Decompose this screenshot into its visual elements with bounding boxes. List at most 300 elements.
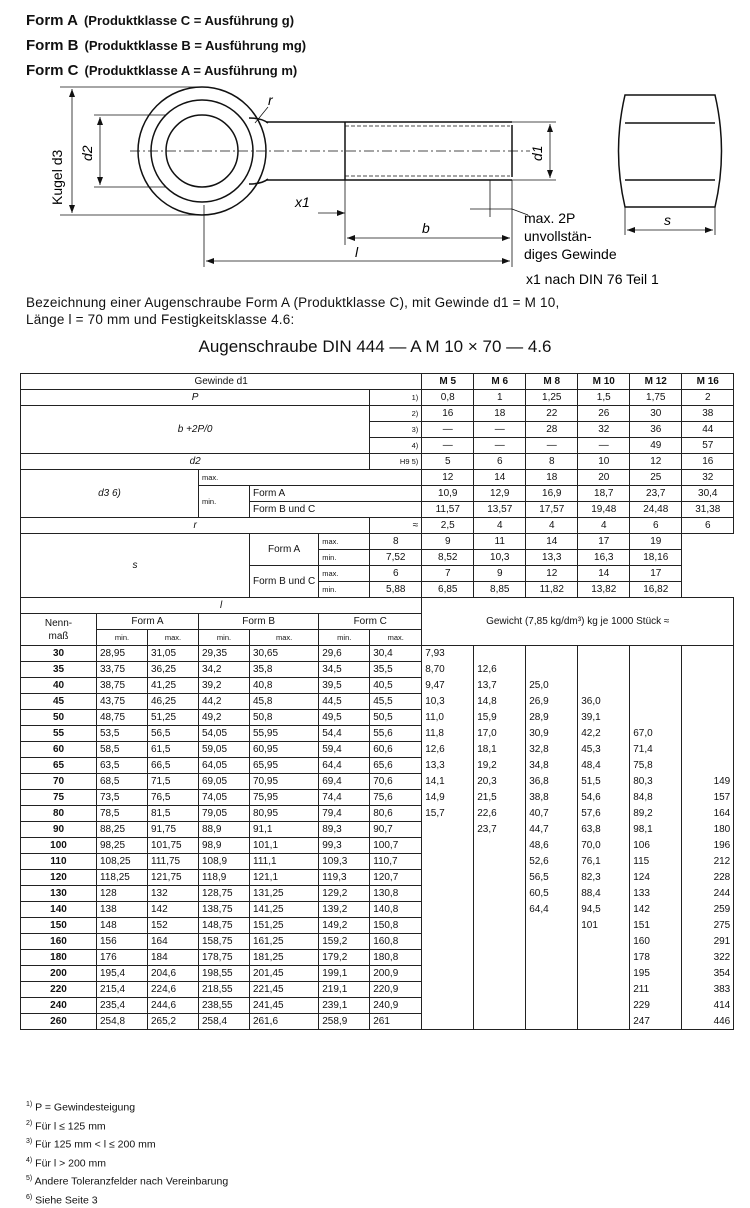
- weight-cell: 15,7: [422, 806, 474, 822]
- weight-cell: 178: [630, 950, 682, 966]
- length-cell: 56,5: [148, 726, 199, 742]
- weight-cell: [578, 1014, 630, 1030]
- length-cell: 65,95: [250, 758, 319, 774]
- s-value: 9: [474, 566, 526, 582]
- s-value: 14: [526, 534, 578, 550]
- weight-cell: 244: [682, 886, 734, 902]
- weight-cell: [682, 678, 734, 694]
- weight-cell: [526, 982, 578, 998]
- length-cell: 40,5: [370, 678, 422, 694]
- table-row: [21, 854, 734, 870]
- s-value: 7,52: [370, 550, 422, 566]
- s-min-label: min.: [319, 582, 370, 598]
- length-cell: 59,4: [319, 742, 370, 758]
- length-cell: 50,5: [370, 710, 422, 726]
- length-cell: 91,1: [250, 822, 319, 838]
- weight-cell: [422, 886, 474, 902]
- footnote-text: P = Gewindesteigung: [35, 1102, 135, 1114]
- length-cell: 78,5: [97, 806, 148, 822]
- min-header: min.: [199, 630, 250, 646]
- designation-example: Augenschraube DIN 444 — A M 10 × 70 — 4.6: [0, 337, 750, 357]
- weight-cell: 44,7: [526, 822, 578, 838]
- weight-cell: [422, 838, 474, 854]
- nennmass-cell: 120: [21, 870, 97, 886]
- length-cell: 64,4: [319, 758, 370, 774]
- nennmass-cell: 70: [21, 774, 97, 790]
- nennmass-cell: 45: [21, 694, 97, 710]
- length-cell: 244,6: [148, 998, 199, 1014]
- length-cell: 176: [97, 950, 148, 966]
- r-value: 4: [526, 518, 578, 534]
- arrow: [337, 210, 345, 216]
- weight-cell: 275: [682, 918, 734, 934]
- weight-cell: 13,7: [474, 678, 526, 694]
- arrow: [502, 235, 510, 241]
- arrow: [547, 124, 553, 132]
- weight-cell: 89,2: [630, 806, 682, 822]
- d3-value: 16,9: [526, 486, 578, 502]
- s-value: 14: [578, 566, 630, 582]
- nennmass-cell: 140: [21, 902, 97, 918]
- length-cell: 44,5: [319, 694, 370, 710]
- table-row-gewinde: [21, 374, 734, 390]
- b-value: —: [474, 422, 526, 438]
- length-cell: 198,55: [199, 966, 250, 982]
- size-header: M 10: [578, 374, 630, 390]
- weight-cell: 8,70: [422, 662, 474, 678]
- weight-cell: [422, 966, 474, 982]
- weight-cell: [474, 998, 526, 1014]
- weight-cell: [526, 950, 578, 966]
- length-cell: 74,05: [199, 790, 250, 806]
- nennmass-cell: 200: [21, 966, 97, 982]
- p-value: 1,25: [526, 390, 578, 406]
- footnote: [26, 1190, 228, 1208]
- weight-cell: [422, 950, 474, 966]
- weight-cell: [422, 934, 474, 950]
- length-cell: 28,95: [97, 646, 148, 662]
- footnote-number: 6): [26, 1194, 32, 1201]
- table-row: [21, 950, 734, 966]
- nennmass-cell: 130: [21, 886, 97, 902]
- weight-cell: 63,8: [578, 822, 630, 838]
- length-cell: 219,1: [319, 982, 370, 998]
- length-cell: 38,75: [97, 678, 148, 694]
- nennmass-cell: 40: [21, 678, 97, 694]
- length-cell: 63,5: [97, 758, 148, 774]
- s-label: s: [21, 534, 250, 598]
- weight-cell: 11,0: [422, 710, 474, 726]
- weight-cell: 75,8: [630, 758, 682, 774]
- weight-cell: 19,2: [474, 758, 526, 774]
- length-cell: 41,25: [148, 678, 199, 694]
- weight-cell: [474, 1014, 526, 1030]
- length-cell: 69,05: [199, 774, 250, 790]
- length-cell: 121,75: [148, 870, 199, 886]
- weight-cell: 36,0: [578, 694, 630, 710]
- s-value: 8,52: [422, 550, 474, 566]
- weight-cell: 21,5: [474, 790, 526, 806]
- b-value: 26: [578, 406, 630, 422]
- label-din76: x1 nach DIN 76 Teil 1: [526, 271, 659, 287]
- table-row: [21, 710, 734, 726]
- weight-cell: [474, 886, 526, 902]
- length-cell: 118,25: [97, 870, 148, 886]
- length-cell: 60,6: [370, 742, 422, 758]
- d3-form-a-label: Form A: [250, 486, 422, 502]
- length-cell: 75,95: [250, 790, 319, 806]
- r-approx: ≈: [370, 518, 422, 534]
- table-row: [21, 838, 734, 854]
- length-cell: 128: [97, 886, 148, 902]
- length-cell: 48,75: [97, 710, 148, 726]
- length-cell: 179,2: [319, 950, 370, 966]
- leader-r: [255, 107, 268, 123]
- weight-cell: [578, 646, 630, 662]
- length-cell: 44,2: [199, 694, 250, 710]
- d3-value: 24,48: [630, 502, 682, 518]
- size-header: M 6: [474, 374, 526, 390]
- length-cell: 130,8: [370, 886, 422, 902]
- length-cell: 98,25: [97, 838, 148, 854]
- weight-cell: 25,0: [526, 678, 578, 694]
- length-cell: 54,05: [199, 726, 250, 742]
- weight-cell: 14,1: [422, 774, 474, 790]
- nennmass-cell: 60: [21, 742, 97, 758]
- length-cell: 100,7: [370, 838, 422, 854]
- b-value: 49: [630, 438, 682, 454]
- header-form-b-desc: (Produktklasse B = Ausführung mg): [85, 38, 307, 53]
- length-cell: 109,3: [319, 854, 370, 870]
- length-cell: 224,6: [148, 982, 199, 998]
- length-cell: 76,5: [148, 790, 199, 806]
- weight-cell: [474, 934, 526, 950]
- weight-cell: [630, 678, 682, 694]
- length-cell: 152: [148, 918, 199, 934]
- weight-cell: [422, 982, 474, 998]
- length-cell: 201,45: [250, 966, 319, 982]
- d2-value: 10: [578, 454, 630, 470]
- arrow: [69, 89, 75, 97]
- r-value: 4: [578, 518, 630, 534]
- footnote: [26, 1116, 228, 1135]
- footnote-number: 1): [26, 1101, 32, 1108]
- weight-cell: 10,3: [422, 694, 474, 710]
- length-cell: 139,2: [319, 902, 370, 918]
- weight-cell: 151: [630, 918, 682, 934]
- weight-cell: [682, 662, 734, 678]
- table-row: [21, 902, 734, 918]
- weight-cell: 98,1: [630, 822, 682, 838]
- weight-cell: [682, 758, 734, 774]
- length-cell: 101,75: [148, 838, 199, 854]
- weight-cell: 64,4: [526, 902, 578, 918]
- table-row-r: [21, 518, 734, 534]
- length-cell: 81,5: [148, 806, 199, 822]
- length-cell: 53,5: [97, 726, 148, 742]
- s-form-a-label: Form A: [250, 534, 319, 566]
- length-cell: 66,5: [148, 758, 199, 774]
- weight-cell: [474, 966, 526, 982]
- length-cell: 119,3: [319, 870, 370, 886]
- length-cell: 180,8: [370, 950, 422, 966]
- footnote-text: Siehe Seite 3: [35, 1194, 97, 1206]
- length-cell: 55,6: [370, 726, 422, 742]
- form-a-header: Form A: [97, 614, 199, 630]
- weight-cell: 196: [682, 838, 734, 854]
- weight-cell: [474, 646, 526, 662]
- nennmass-cell: 160: [21, 934, 97, 950]
- arrow: [347, 235, 355, 241]
- header-form-a-desc: (Produktklasse C = Ausführung g): [84, 13, 294, 28]
- r-value: 6: [682, 518, 734, 534]
- weight-cell: 22,6: [474, 806, 526, 822]
- weight-cell: [422, 1014, 474, 1030]
- length-cell: 195,4: [97, 966, 148, 982]
- label-b: b: [422, 220, 430, 236]
- length-cell: 34,2: [199, 662, 250, 678]
- length-cell: 220,9: [370, 982, 422, 998]
- table-row: [21, 726, 734, 742]
- d3-value: 19,48: [578, 502, 630, 518]
- weight-cell: [630, 662, 682, 678]
- max-header: max.: [148, 630, 199, 646]
- weight-cell: 23,7: [474, 822, 526, 838]
- s-value: 6,85: [422, 582, 474, 598]
- side-view-outline: [619, 95, 722, 207]
- max-header: max.: [370, 630, 422, 646]
- gewinde-label: Gewinde d1: [21, 374, 422, 390]
- d3-value: 12,9: [474, 486, 526, 502]
- length-cell: 70,95: [250, 774, 319, 790]
- header-form-c-title: Form C: [26, 62, 79, 79]
- weight-cell: 52,6: [526, 854, 578, 870]
- weight-cell: [630, 694, 682, 710]
- header-form-a-title: Form A: [26, 12, 78, 29]
- p-value: 0,8: [422, 390, 474, 406]
- arrow: [97, 117, 103, 125]
- description-line-2: Länge l = 70 mm und Festigkeitsklasse 4.6:: [26, 311, 746, 328]
- table-row: [21, 886, 734, 902]
- weight-cell: 48,4: [578, 758, 630, 774]
- b-value: 22: [526, 406, 578, 422]
- header-form-b: [26, 37, 306, 54]
- weight-cell: [422, 822, 474, 838]
- weight-cell: 133: [630, 886, 682, 902]
- length-cell: 101,1: [250, 838, 319, 854]
- length-cell: 121,1: [250, 870, 319, 886]
- weight-cell: [474, 854, 526, 870]
- length-cell: 164: [148, 934, 199, 950]
- b-value: 57: [682, 438, 734, 454]
- nennmass-cell: 90: [21, 822, 97, 838]
- weight-cell: 71,4: [630, 742, 682, 758]
- weight-cell: 60,5: [526, 886, 578, 902]
- s-value: 18,16: [630, 550, 682, 566]
- weight-cell: [474, 918, 526, 934]
- label-s: s: [664, 212, 671, 228]
- nennmass-cell: 55: [21, 726, 97, 742]
- label-d1: d1: [529, 145, 545, 161]
- s-value: 6: [370, 566, 422, 582]
- p-label: P: [21, 390, 370, 406]
- length-cell: 70,6: [370, 774, 422, 790]
- s-value: 5,88: [370, 582, 422, 598]
- weight-cell: [422, 870, 474, 886]
- weight-cell: [578, 678, 630, 694]
- label-x1: x1: [294, 194, 310, 210]
- weight-cell: 115: [630, 854, 682, 870]
- length-cell: 141,25: [250, 902, 319, 918]
- label-gewinde: diges Gewinde: [524, 246, 617, 262]
- b-value: —: [474, 438, 526, 454]
- weight-cell: 18,1: [474, 742, 526, 758]
- weight-cell: 30,9: [526, 726, 578, 742]
- nennmass-cell: 30: [21, 646, 97, 662]
- d3-value: 18: [526, 470, 578, 486]
- weight-cell: [526, 934, 578, 950]
- arrow: [547, 170, 553, 178]
- weight-cell: 38,8: [526, 790, 578, 806]
- weight-cell: 12,6: [422, 742, 474, 758]
- length-cell: 65,6: [370, 758, 422, 774]
- d3-value: 14: [474, 470, 526, 486]
- s-value: 13,3: [526, 550, 578, 566]
- b-value: 36: [630, 422, 682, 438]
- length-cell: 79,4: [319, 806, 370, 822]
- weight-cell: 40,7: [526, 806, 578, 822]
- footnote: [26, 1171, 228, 1190]
- weight-cell: [422, 998, 474, 1014]
- length-cell: 45,5: [370, 694, 422, 710]
- length-cell: 254,8: [97, 1014, 148, 1030]
- footnote: [26, 1134, 228, 1153]
- weight-cell: 54,6: [578, 790, 630, 806]
- weight-cell: 57,6: [578, 806, 630, 822]
- nennmass-cell: 80: [21, 806, 97, 822]
- nennmass-cell: 220: [21, 982, 97, 998]
- length-cell: 158,75: [199, 934, 250, 950]
- length-cell: 181,25: [250, 950, 319, 966]
- weight-cell: 84,8: [630, 790, 682, 806]
- weight-cell: 13,3: [422, 758, 474, 774]
- weight-cell: [474, 950, 526, 966]
- table-row: [21, 966, 734, 982]
- weight-cell: [422, 854, 474, 870]
- weight-cell: [578, 934, 630, 950]
- weight-cell: 48,6: [526, 838, 578, 854]
- length-cell: 80,95: [250, 806, 319, 822]
- nennmass-cell: 260: [21, 1014, 97, 1030]
- d3-value: 17,57: [526, 502, 578, 518]
- length-cell: 108,25: [97, 854, 148, 870]
- s-value: 13,82: [578, 582, 630, 598]
- length-cell: 80,6: [370, 806, 422, 822]
- length-cell: 159,2: [319, 934, 370, 950]
- weight-cell: 291: [682, 934, 734, 950]
- weight-cell: 157: [682, 790, 734, 806]
- dimension-table: [20, 373, 734, 1030]
- table-row: [21, 806, 734, 822]
- arrow: [206, 258, 214, 264]
- min-header: min.: [319, 630, 370, 646]
- length-cell: 118,9: [199, 870, 250, 886]
- s-value: 9: [422, 534, 474, 550]
- footnote-text: Für l ≤ 125 mm: [35, 1120, 106, 1132]
- length-cell: 142: [148, 902, 199, 918]
- dimension-table-wrapper: [20, 373, 734, 1030]
- weight-cell: 414: [682, 998, 734, 1014]
- length-cell: 68,5: [97, 774, 148, 790]
- b-value: 32: [578, 422, 630, 438]
- eye-bolt-drawing: [0, 85, 750, 290]
- table-row: [21, 694, 734, 710]
- length-cell: 91,75: [148, 822, 199, 838]
- table-row-s-a-max: [21, 534, 734, 550]
- weight-cell: [526, 966, 578, 982]
- footnote: [26, 1097, 228, 1116]
- length-cell: 148,75: [199, 918, 250, 934]
- length-cell: 258,9: [319, 1014, 370, 1030]
- weight-cell: 247: [630, 1014, 682, 1030]
- label-max-2p: max. 2P: [524, 210, 575, 226]
- p-value: 1,5: [578, 390, 630, 406]
- nennmass-cell: 150: [21, 918, 97, 934]
- weight-cell: 446: [682, 1014, 734, 1030]
- weight-cell: 195: [630, 966, 682, 982]
- length-cell: 132: [148, 886, 199, 902]
- length-cell: 178,75: [199, 950, 250, 966]
- s-max-label: max.: [319, 534, 370, 550]
- d3-value: 31,38: [682, 502, 734, 518]
- b-value: —: [422, 438, 474, 454]
- b-value: 44: [682, 422, 734, 438]
- length-cell: 110,7: [370, 854, 422, 870]
- table-row-l-header: [21, 598, 734, 614]
- nenn-text: Nenn-: [45, 618, 72, 629]
- length-cell: 200,9: [370, 966, 422, 982]
- d3-value: 12: [422, 470, 474, 486]
- arrow: [627, 227, 635, 233]
- description-line-1: Bezeichnung einer Augenschraube Form A (Produktklasse C), mit Gewinde d1 = M 10,: [26, 294, 746, 311]
- table-row-d3-max: [21, 470, 734, 486]
- r-value: 4: [474, 518, 526, 534]
- s-value: 17: [578, 534, 630, 550]
- d3-min-label: min.: [199, 486, 250, 518]
- nennmass-cell: 75: [21, 790, 97, 806]
- weight-cell: [682, 710, 734, 726]
- size-header: M 16: [682, 374, 734, 390]
- length-cell: 39,2: [199, 678, 250, 694]
- weight-cell: [474, 902, 526, 918]
- d2-value: 16: [682, 454, 734, 470]
- weight-cell: 354: [682, 966, 734, 982]
- s-value: 19: [630, 534, 682, 550]
- length-cell: 35,8: [250, 662, 319, 678]
- mass-text: maß: [49, 631, 69, 642]
- length-cell: 265,2: [148, 1014, 199, 1030]
- length-cell: 258,4: [199, 1014, 250, 1030]
- s-value: 12: [526, 566, 578, 582]
- weight-cell: [526, 646, 578, 662]
- weight-cell: 7,93: [422, 646, 474, 662]
- weight-cell: [578, 998, 630, 1014]
- footnote-number: 4): [26, 1157, 32, 1164]
- length-cell: 204,6: [148, 966, 199, 982]
- weight-cell: 36,8: [526, 774, 578, 790]
- s-value: 7: [422, 566, 474, 582]
- b-value: —: [526, 438, 578, 454]
